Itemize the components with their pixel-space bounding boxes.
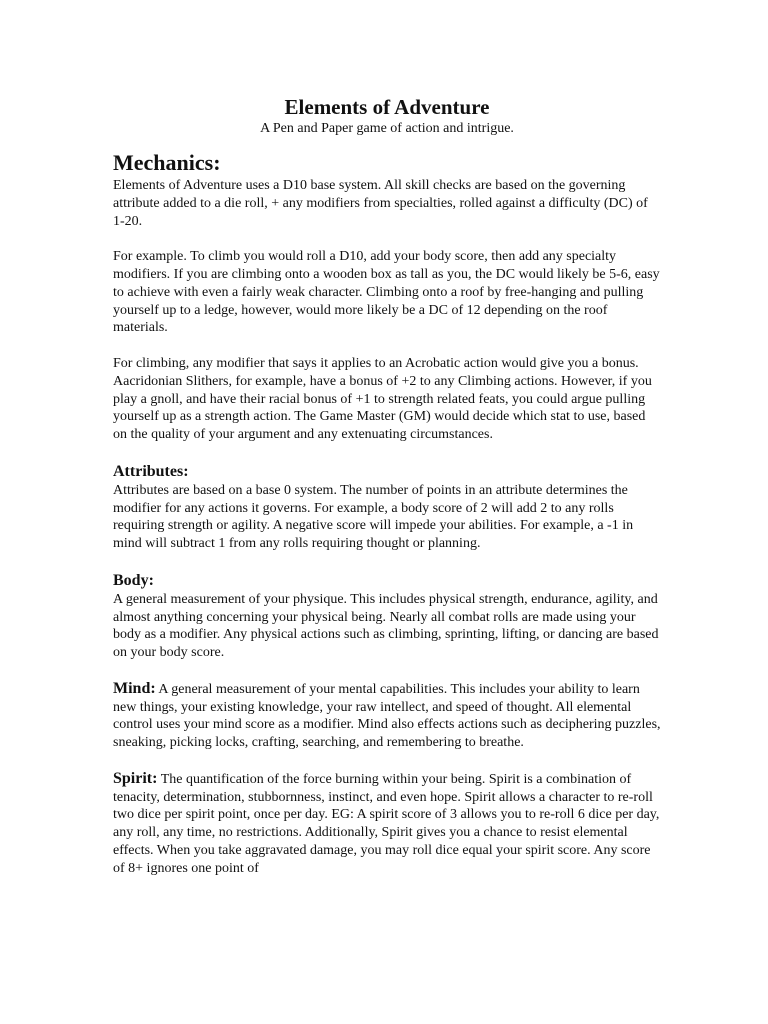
paragraph-gap: [113, 230, 661, 248]
spirit-text: The quantification of the force burning within your being. Spirit is a combination of tenacity, determination, stubbornness, instinct, and even hope. Spirit allows a character to re-roll two dice per spirit point, once per day. EG: A spirit score of 3 allows you to re-roll 6 dice per day, any roll, any time, no restrictions. Additionally, Spirit gives you a chance to resist elemental effects. When you take aggravated damage, you may roll dice equal your spirit score. Any score of 8+ ignores one point of: [113, 771, 660, 876]
paragraph-gap: [113, 752, 661, 770]
mechanics-paragraph-1: Elements of Adventure uses a D10 base system. All skill checks are based on the governing attribute added to a die roll, + any modifiers from specialties, rolled against a difficulty (DC) of 1-20.: [113, 178, 648, 229]
attributes-paragraph: Attributes are based on a base 0 system. The number of points in an attribute determines the modifier for any actions it governs. For example, a body score of 2 will add 2 to any rolls requiring strength or agility. A negative score will impede your abilities. For example, a -1 in mind will subtract 1 from any rolls requiring thought or planning.: [113, 482, 634, 552]
mind-heading: Mind:: [113, 679, 156, 697]
mechanics-paragraph-3: For climbing, any modifier that says it applies to an Acrobatic action would give you a bonus. Aacridonian Slithers, for example, have a bonus of +2 to any Climbing actions. However, if you play a gnoll, and have their racial bonus of +1 to strength related feats, you could argue pulling yourself up as a strength action. The Game Master (GM) would decide which stat to use, based on the quality of your argument and any extenuating circumstances.: [113, 355, 652, 443]
body-heading: Body:: [113, 571, 154, 589]
paragraph-gap: [113, 662, 661, 680]
paragraph-gap: [113, 553, 661, 571]
spirit-heading: Spirit:: [113, 769, 158, 787]
mind-text: A general measurement of your mental capabilities. This includes your ability to learn new things, your existing knowledge, your raw intellect, and speed of thought. All elemental control uses your mind score as a modifier. Mind also effects actions such as deciphering puzzles, sneaking, picking locks, crafting, searching, and remembering to breathe.: [113, 681, 661, 751]
mechanics-heading: Mechanics:: [113, 150, 221, 175]
mind-paragraph: [113, 680, 661, 752]
mechanics-paragraph-2: For example. To climb you would roll a D10, add your body score, then add any specialty modifiers. If you are climbing onto a wooden box as tall as you, the DC would likely be 5-6, easy to achieve with even a fairly weak character. Climbing onto a roof by free-hanging and pulling yourself up to a ledge, however, would more likely be a DC of 12 depending on the roof materials.: [113, 249, 660, 336]
paragraph-gap: [113, 444, 661, 462]
paragraph-gap: [113, 337, 661, 355]
body-paragraph: A general measurement of your physique. This includes physical strength, endurance, agility, and almost anything concerning your physical being. Nearly all combat rolls are made using your body as a modifier. Any physical actions such as climbing, sprinting, lifting, or dancing are based on your body score.: [113, 591, 659, 661]
document-page: [113, 94, 661, 877]
document-title: Elements of Adventure: [284, 95, 490, 119]
attributes-heading: Attributes:: [113, 462, 189, 480]
spirit-paragraph: [113, 770, 661, 878]
document-subtitle: A Pen and Paper game of action and intrigue.: [260, 121, 514, 136]
